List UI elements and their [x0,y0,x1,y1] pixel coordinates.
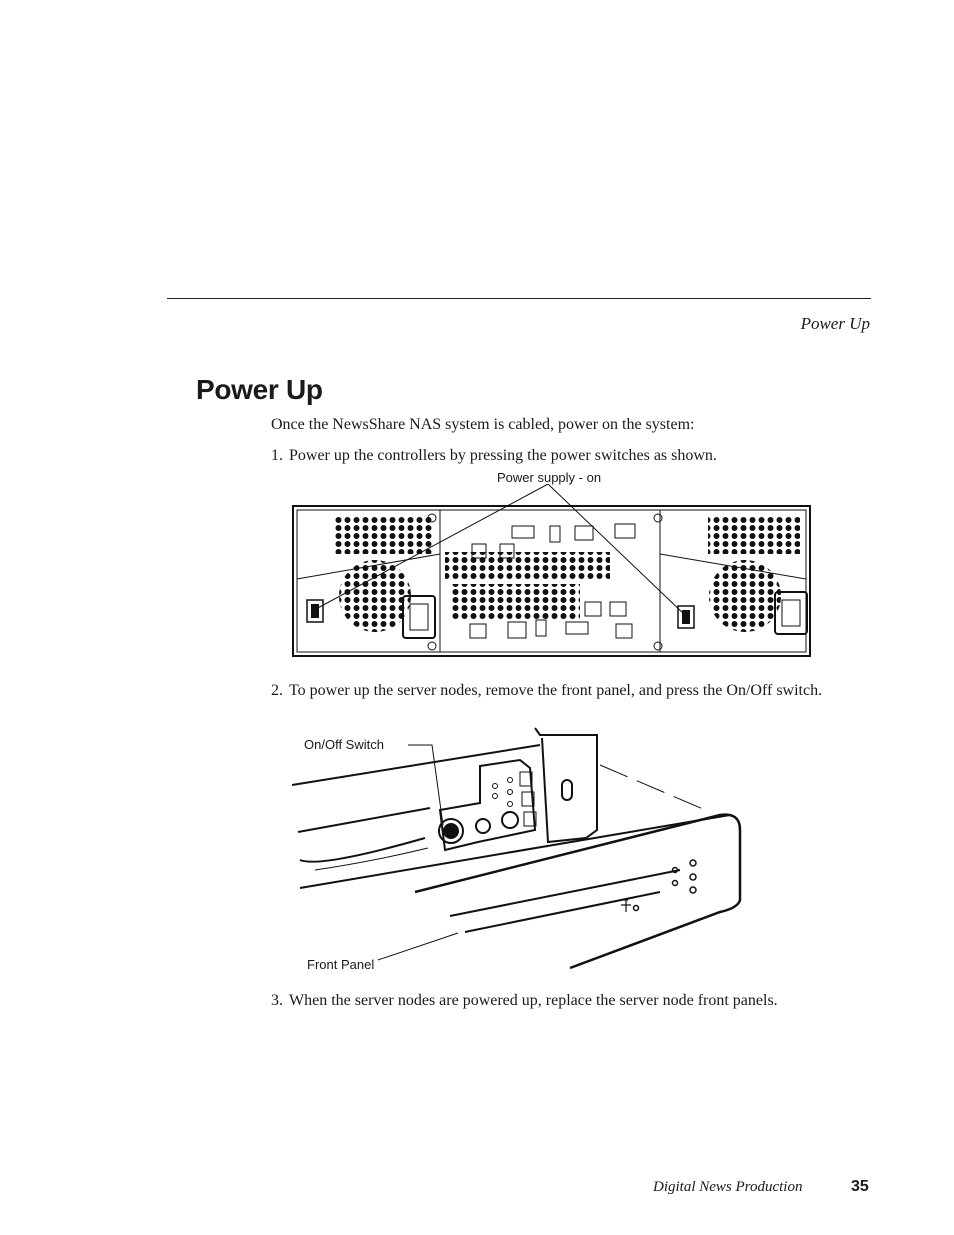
step-text: To power up the server nodes, remove the front panel, and press the On/Off switch. [289,682,823,699]
step-text: Power up the controllers by pressing the power switches as shown. [289,447,717,464]
controller-rear-diagram [280,484,820,664]
section-title: Power Up [196,374,323,405]
step-text: When the server nodes are powered up, replace the server node front panels. [289,992,778,1009]
step-1 [271,446,831,465]
running-header: Power Up [800,314,870,333]
on-off-switch-callout: On/Off Switch [304,737,384,752]
front-panel-callout: Front Panel [307,957,375,972]
server-node-diagram [280,720,760,980]
footer-book-title: Digital News Production [653,1179,803,1195]
step-number: 1. [271,447,283,464]
header-rule [167,298,871,299]
step-2 [271,681,831,700]
page-number: 35 [851,1178,869,1195]
step-number: 2. [271,682,283,699]
power-supply-callout: Power supply - on [497,470,602,485]
step-number: 3. [271,992,283,1009]
intro-paragraph: Once the NewsShare NAS system is cabled, power on the system: [271,416,695,433]
step-3 [271,991,831,1010]
